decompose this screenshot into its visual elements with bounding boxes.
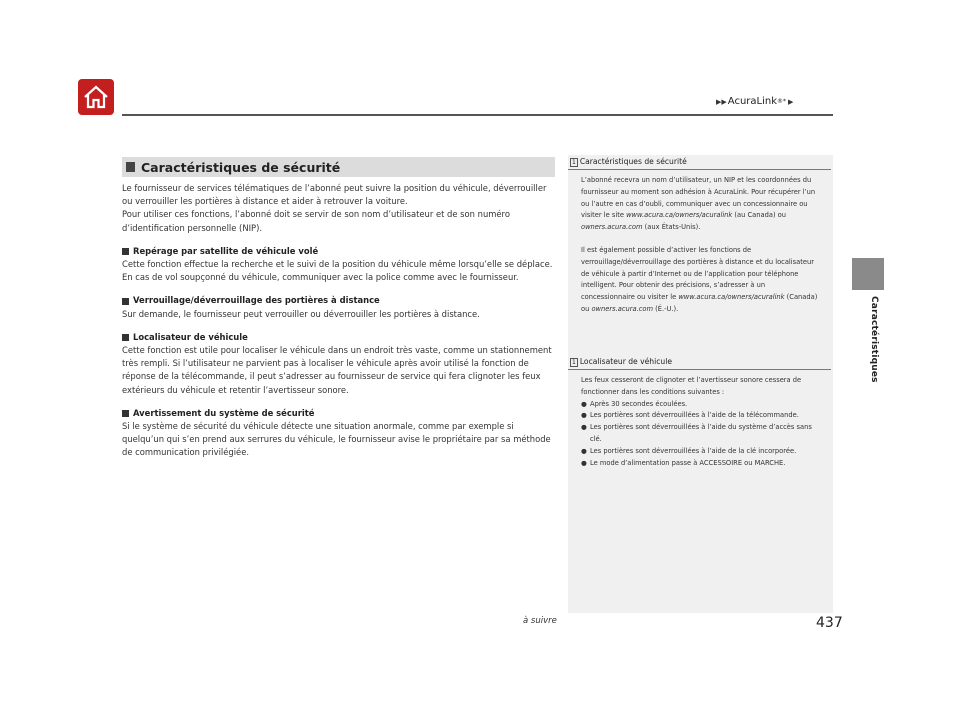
breadcrumb-end-arrow-icon: ▶ bbox=[788, 97, 794, 106]
note-vehicle-locator bbox=[568, 355, 833, 469]
subsection-title-text: Avertissement du système de sécurité bbox=[133, 407, 315, 418]
list-item: ● Les portières sont déverrouillées à l’aide de la télécommande. bbox=[581, 410, 821, 422]
subsection-text: Sur demande, le fournisseur peut verrouiller ou déverrouiller les portières à distance. bbox=[122, 308, 480, 319]
link-owners-acura[interactable]: owners.acura.com bbox=[591, 304, 654, 313]
list-item: ● Après 30 secondes écoulées. bbox=[581, 399, 821, 411]
subsection-square-icon bbox=[122, 410, 129, 417]
section-title: Caractéristiques de sécurité bbox=[141, 159, 341, 175]
note-paragraph: Il est également possible d’activer les fonctions de verrouillage/déverrouillage des portières à distance et du localisateur de véhicule à partir d’Internet ou de l’application pour téléphone intelligent. Pour obtenir des précisions, s’adresser à un concessionnaire ou visiter le www.acura.ca/owners/acuralink (Canada) ou owners.acura.com (É.-U.). bbox=[581, 245, 818, 313]
note-security-features bbox=[568, 155, 833, 316]
subsection-square-icon bbox=[122, 298, 129, 305]
breadcrumb bbox=[716, 96, 794, 107]
subsection-text: Si le système de sécurité du véhicule détecte une situation anormale, comme par exemple si quelqu’un qui s’en prend aux serrures du véhicule, le fournisseur avise le propriétaire par sa méthode de communication privilégiée. bbox=[122, 421, 551, 458]
note-paragraph: Les feux cesseront de clignoter et l’avertisseur sonore cessera de fonctionner dans les conditions suivantes : bbox=[581, 376, 802, 396]
subsection-title-text: Verrouillage/déverrouillage des portières à distance bbox=[133, 295, 380, 306]
intro-paragraph: Le fournisseur de services télématiques de l’abonné peut suivre la position du véhicule, déverrouiller ou verrouiller les portières à distance et aider à retrouver la voiture. bbox=[122, 183, 547, 207]
subsection-text: Cette fonction effectue la recherche et le suivi de la position du véhicule même lorsqu’elle se déplace. En cas de vol soupçonné du véhicule, communiquer avec la police comme avec le fournisseur. bbox=[122, 259, 553, 283]
side-tab[interactable] bbox=[852, 258, 884, 290]
subsection-title bbox=[122, 407, 554, 420]
note-title[interactable]: Localisateur de véhicule bbox=[579, 357, 672, 367]
subsection-title-text: Localisateur de véhicule bbox=[133, 331, 248, 342]
note-title[interactable]: Caractéristiques de sécurité bbox=[579, 157, 687, 167]
subsection-title-text: Repérage par satellite de véhicule volé bbox=[133, 245, 319, 256]
subsection-title bbox=[122, 331, 554, 344]
continued-label: à suivre bbox=[523, 616, 557, 626]
bullet-icon: ● bbox=[581, 399, 587, 408]
breadcrumb-title[interactable]: AcuraLink bbox=[727, 96, 777, 107]
side-tab-label: Caractéristiques bbox=[869, 296, 879, 383]
subsection-square-icon bbox=[122, 248, 129, 255]
section-square-icon bbox=[126, 162, 135, 172]
header-divider bbox=[122, 114, 833, 116]
breadcrumb-sup: ®* bbox=[777, 98, 786, 105]
home-button[interactable] bbox=[78, 79, 114, 115]
note-header bbox=[568, 155, 831, 170]
subsection-square-icon bbox=[122, 334, 129, 341]
bullet-icon: ● bbox=[581, 458, 587, 467]
link-owners-acura[interactable]: owners.acura.com bbox=[581, 223, 643, 232]
link-acura-ca[interactable]: www.acura.ca/owners/acuralink bbox=[678, 293, 785, 302]
bullet-icon: ● bbox=[581, 411, 587, 420]
main-content bbox=[122, 182, 554, 460]
subsection-title bbox=[122, 245, 554, 258]
subsection-text: Cette fonction est utile pour localiser le véhicule dans un endroit très vaste, comme un stationnement très rempli. Si l’utilisateur ne parvient pas à localiser le véhicule après avoir utilisé la fonction de réponse de la télécommande, il peut s’adresser au fournisseur de service qui fera clignoter les feux extérieurs du véhicule et retentir l’avertisseur sonore. bbox=[122, 345, 552, 395]
list-item: ● Les portières sont déverrouillées à l’aide du système d’accès sans clé. bbox=[581, 422, 821, 446]
subsection-title bbox=[122, 294, 554, 307]
list-item: ● Le mode d’alimentation passe à ACCESSOIRE ou MARCHE. bbox=[581, 458, 821, 470]
breadcrumb-arrows-icon: ▶▶ bbox=[716, 97, 727, 106]
note-paragraph: L’abonné recevra un nom d’utilisateur, un NIP et les coordonnées du fournisseur au moment son adhésion à AcuraLink. Pour récupérer l’un ou l’autre en cas d’oubli, communiquer avec un concessionnaire ou visiter le site www.acura.ca/owners/acuralink (au Canada) ou owners.acura.com (aux États-Unis). bbox=[581, 176, 816, 232]
bullet-icon: ● bbox=[581, 446, 587, 455]
list-item: ● Les portières sont déverrouillées à l’aide de la clé incorporée. bbox=[581, 446, 821, 458]
home-icon bbox=[83, 85, 109, 109]
intro-paragraph-2: Pour utiliser ces fonctions, l’abonné doit se servir de son nom d’utilisateur et de son numéro d’identification personnelle (NIP). bbox=[122, 209, 510, 233]
note-header bbox=[568, 355, 831, 370]
note-number-badge: 1 bbox=[572, 158, 576, 166]
bullet-icon: ● bbox=[581, 423, 587, 432]
section-header bbox=[122, 157, 555, 177]
note-number-badge: 1 bbox=[572, 358, 576, 366]
link-acura-ca[interactable]: www.acura.ca/owners/acuralink bbox=[626, 211, 733, 220]
page-number: 437 bbox=[816, 615, 843, 631]
